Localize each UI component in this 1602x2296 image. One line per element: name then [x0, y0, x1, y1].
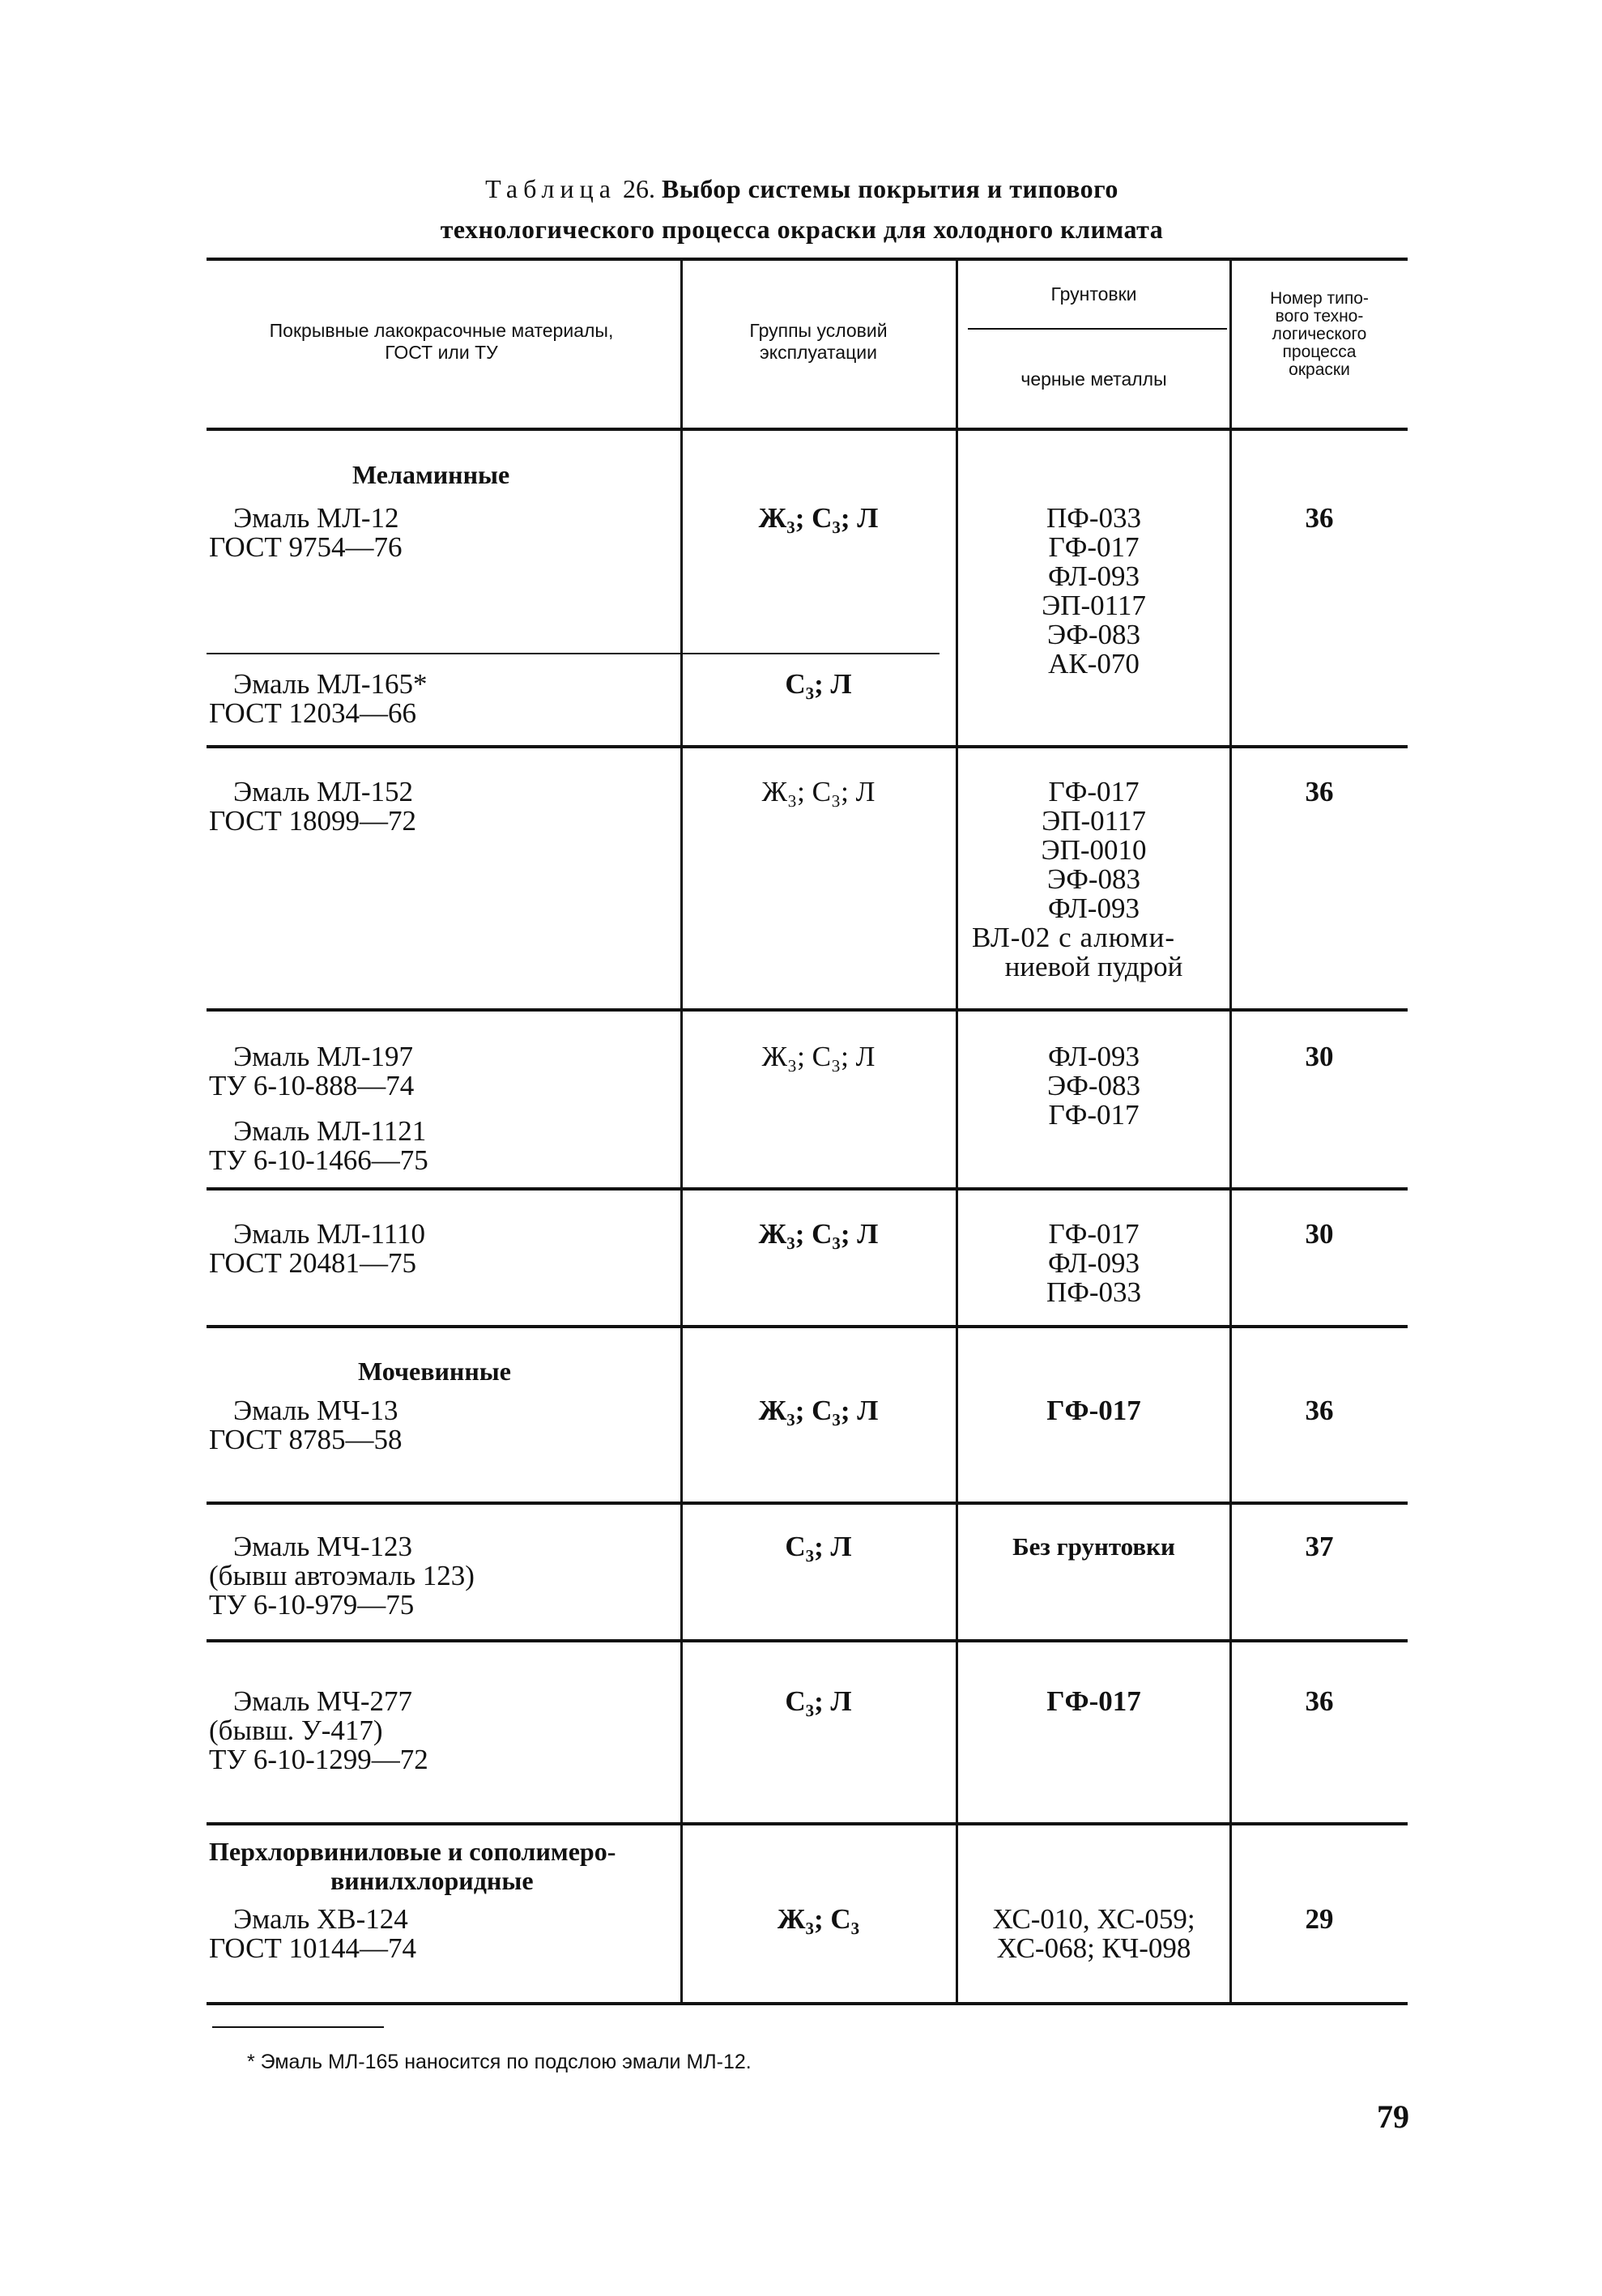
rule-row-7 — [207, 1639, 1408, 1642]
material-name: Эмаль МЛ-165* — [233, 668, 428, 700]
col-divider-3 — [1229, 261, 1232, 2002]
rule-top — [207, 258, 1408, 261]
footnote-rule — [212, 2026, 384, 2028]
table-number: 26. — [616, 174, 662, 203]
header-materials-line-2: ГОСТ или ТУ — [385, 342, 498, 363]
primer-item: ХС-010, ХС-059; — [992, 1903, 1195, 1935]
row-6-process: 36 — [1305, 1395, 1334, 1426]
header-process-line-5: окраски — [1289, 360, 1350, 379]
row-6-conditions: Ж₃; С₃; Л — [758, 1395, 879, 1426]
section-urea: Мочевинные — [358, 1357, 511, 1386]
row-8-conditions: С₃; Л — [785, 1685, 852, 1717]
col-divider-1 — [680, 261, 683, 2002]
row-4-material — [209, 1042, 428, 1175]
rule-row-2 — [207, 745, 1408, 748]
row-9-material — [209, 1905, 416, 1963]
material-name: Эмаль МЛ-1121 — [233, 1115, 427, 1147]
row-4-conditions: Ж₃; С₃; Л — [761, 1041, 876, 1072]
row-6-primers — [962, 1396, 1225, 1425]
row-8-process: 36 — [1305, 1685, 1334, 1717]
primer-item: ЭФ-083 — [1046, 1070, 1141, 1101]
header-materials — [211, 320, 672, 364]
row-6-material — [209, 1396, 403, 1455]
title-line-1: Выбор системы покрытия и типового — [661, 174, 1118, 203]
material-name: Эмаль МЛ-1110 — [233, 1218, 425, 1250]
header-conditions-line-1: Группы условий — [749, 320, 888, 341]
header-process-line-4: процесса — [1282, 343, 1357, 361]
row-3-primers — [962, 777, 1225, 982]
primer-item: ФЛ-093 — [1048, 560, 1140, 592]
material-name: Эмаль МЧ-277 — [233, 1685, 413, 1717]
row-4-process: 30 — [1305, 1041, 1334, 1072]
title-line-2: технологического процесса окраски для холодного климата — [440, 215, 1164, 244]
row-1-process: 36 — [1305, 502, 1334, 534]
material-name: Эмаль МЧ-13 — [233, 1395, 398, 1426]
table-label: Таблица — [485, 174, 616, 203]
col-divider-2 — [956, 261, 958, 2002]
row-9-conditions: Ж₃; С₃ — [777, 1903, 860, 1935]
rule-bottom — [207, 2002, 1408, 2005]
primer-item: ВЛ-02 с алюми- — [972, 922, 1175, 953]
header-process-line-3: логического — [1272, 325, 1367, 343]
header-conditions — [687, 320, 950, 364]
section-perchlor-line-1: Перхлорвиниловые и сополимеро- — [209, 1837, 616, 1866]
primer-item: ЭП-0010 — [1041, 834, 1147, 866]
section-perchlor-line-2: винилхлоридные — [330, 1866, 534, 1895]
primer-item: Без грунтовки — [1012, 1532, 1175, 1561]
material-name: Эмаль МЧ-123 — [233, 1531, 413, 1562]
row-7-process: 37 — [1305, 1531, 1334, 1562]
header-process-number — [1234, 290, 1404, 379]
header-primers: Грунтовки — [1050, 283, 1137, 305]
row-1-material — [209, 504, 403, 562]
row-2-material — [209, 670, 428, 728]
material-standard: ТУ 6-10-888—74 — [209, 1070, 415, 1101]
material-name: Эмаль МЛ-197 — [233, 1041, 414, 1072]
rule-row-6 — [207, 1502, 1408, 1505]
row-5-process: 30 — [1305, 1218, 1334, 1250]
row-3-material — [209, 777, 416, 836]
row-4-primers — [962, 1042, 1225, 1130]
row-8-primers — [962, 1687, 1225, 1716]
header-materials-line-1: Покрывные лакокрасочные материалы, — [269, 320, 614, 341]
section-melamine: Меламинные — [352, 460, 510, 489]
material-standard: ГОСТ 10144—74 — [209, 1932, 417, 1964]
rule-row-3 — [207, 1008, 1408, 1012]
primer-item: ЭП-0117 — [1042, 805, 1146, 837]
material-name: Эмаль МЛ-152 — [233, 776, 414, 807]
primer-item: АК-070 — [1048, 648, 1140, 679]
rule-row-8 — [207, 1822, 1408, 1825]
rule-row-split-1 — [207, 653, 939, 654]
row-1-primers — [962, 504, 1225, 679]
header-conditions-line-2: эксплуатации — [760, 342, 877, 363]
row-7-material — [209, 1532, 475, 1620]
material-standard: ГОСТ 20481—75 — [209, 1247, 417, 1279]
row-5-material — [209, 1220, 425, 1278]
rule-header-primers — [968, 328, 1227, 330]
row-1-conditions: Ж₃; С₃; Л — [758, 502, 879, 534]
material-standard: ГОСТ 12034—66 — [209, 697, 417, 729]
material-standard: ГОСТ 9754—76 — [209, 531, 403, 563]
row-2-conditions: С₃; Л — [785, 668, 852, 700]
primer-item: ГФ-017 — [1046, 1395, 1141, 1426]
header-primers-ferrous: черные металлы — [1020, 368, 1167, 390]
primer-item: ниевой пудрой — [1004, 951, 1183, 982]
row-9-process: 29 — [1305, 1903, 1334, 1935]
primer-item: ЭФ-083 — [1046, 863, 1141, 895]
row-7-primers — [962, 1532, 1225, 1561]
primer-item: ФЛ-093 — [1048, 892, 1140, 924]
material-note: (бывш автоэмаль 123) — [209, 1560, 475, 1591]
row-3-process: 36 — [1305, 776, 1334, 807]
row-9-primers — [962, 1905, 1225, 1963]
primer-item: ПФ-033 — [1046, 1276, 1142, 1308]
primer-item: ЭП-0117 — [1042, 590, 1146, 621]
table-title — [202, 168, 1401, 249]
header-process-line-2: вого техно- — [1275, 307, 1364, 326]
material-standard: ГОСТ 8785—58 — [209, 1424, 403, 1455]
section-perchlorovinyl — [209, 1837, 679, 1895]
row-5-conditions: Ж₃; С₃; Л — [758, 1218, 879, 1250]
rule-row-4 — [207, 1187, 1408, 1191]
primer-item: ХС-068; КЧ-098 — [996, 1932, 1191, 1964]
primer-item: ФЛ-093 — [1048, 1041, 1140, 1072]
material-note: (бывш. У-417) — [209, 1715, 383, 1746]
row-5-primers — [962, 1220, 1225, 1307]
rule-header-bottom — [207, 428, 1408, 431]
page-number: 79 — [1377, 2098, 1409, 2135]
row-3-conditions: Ж₃; С₃; Л — [761, 776, 876, 807]
primer-item: ГФ-017 — [1048, 1099, 1140, 1131]
rule-row-5 — [207, 1325, 1408, 1328]
material-name: Эмаль ХВ-124 — [233, 1903, 408, 1935]
row-7-conditions: С₃; Л — [785, 1531, 852, 1562]
material-standard: ТУ 6-10-979—75 — [209, 1589, 415, 1621]
material-name: Эмаль МЛ-12 — [233, 502, 399, 534]
primer-item: ЭФ-083 — [1046, 619, 1141, 650]
row-8-material — [209, 1687, 428, 1774]
primer-item: ФЛ-093 — [1048, 1247, 1140, 1279]
primer-item: ГФ-017 — [1048, 1218, 1140, 1250]
footnote: * Эмаль МЛ-165 наносится по подслою эмали МЛ-12. — [247, 2051, 752, 2073]
material-standard: ТУ 6-10-1299—72 — [209, 1744, 428, 1775]
primer-item: ГФ-017 — [1046, 1685, 1141, 1717]
material-standard: ГОСТ 18099—72 — [209, 805, 417, 837]
material-standard: ТУ 6-10-1466—75 — [209, 1144, 428, 1176]
primer-item: ГФ-017 — [1048, 776, 1140, 807]
header-process-line-1: Номер типо- — [1270, 289, 1369, 308]
primer-item: ГФ-017 — [1048, 531, 1140, 563]
primer-item: ПФ-033 — [1046, 502, 1142, 534]
